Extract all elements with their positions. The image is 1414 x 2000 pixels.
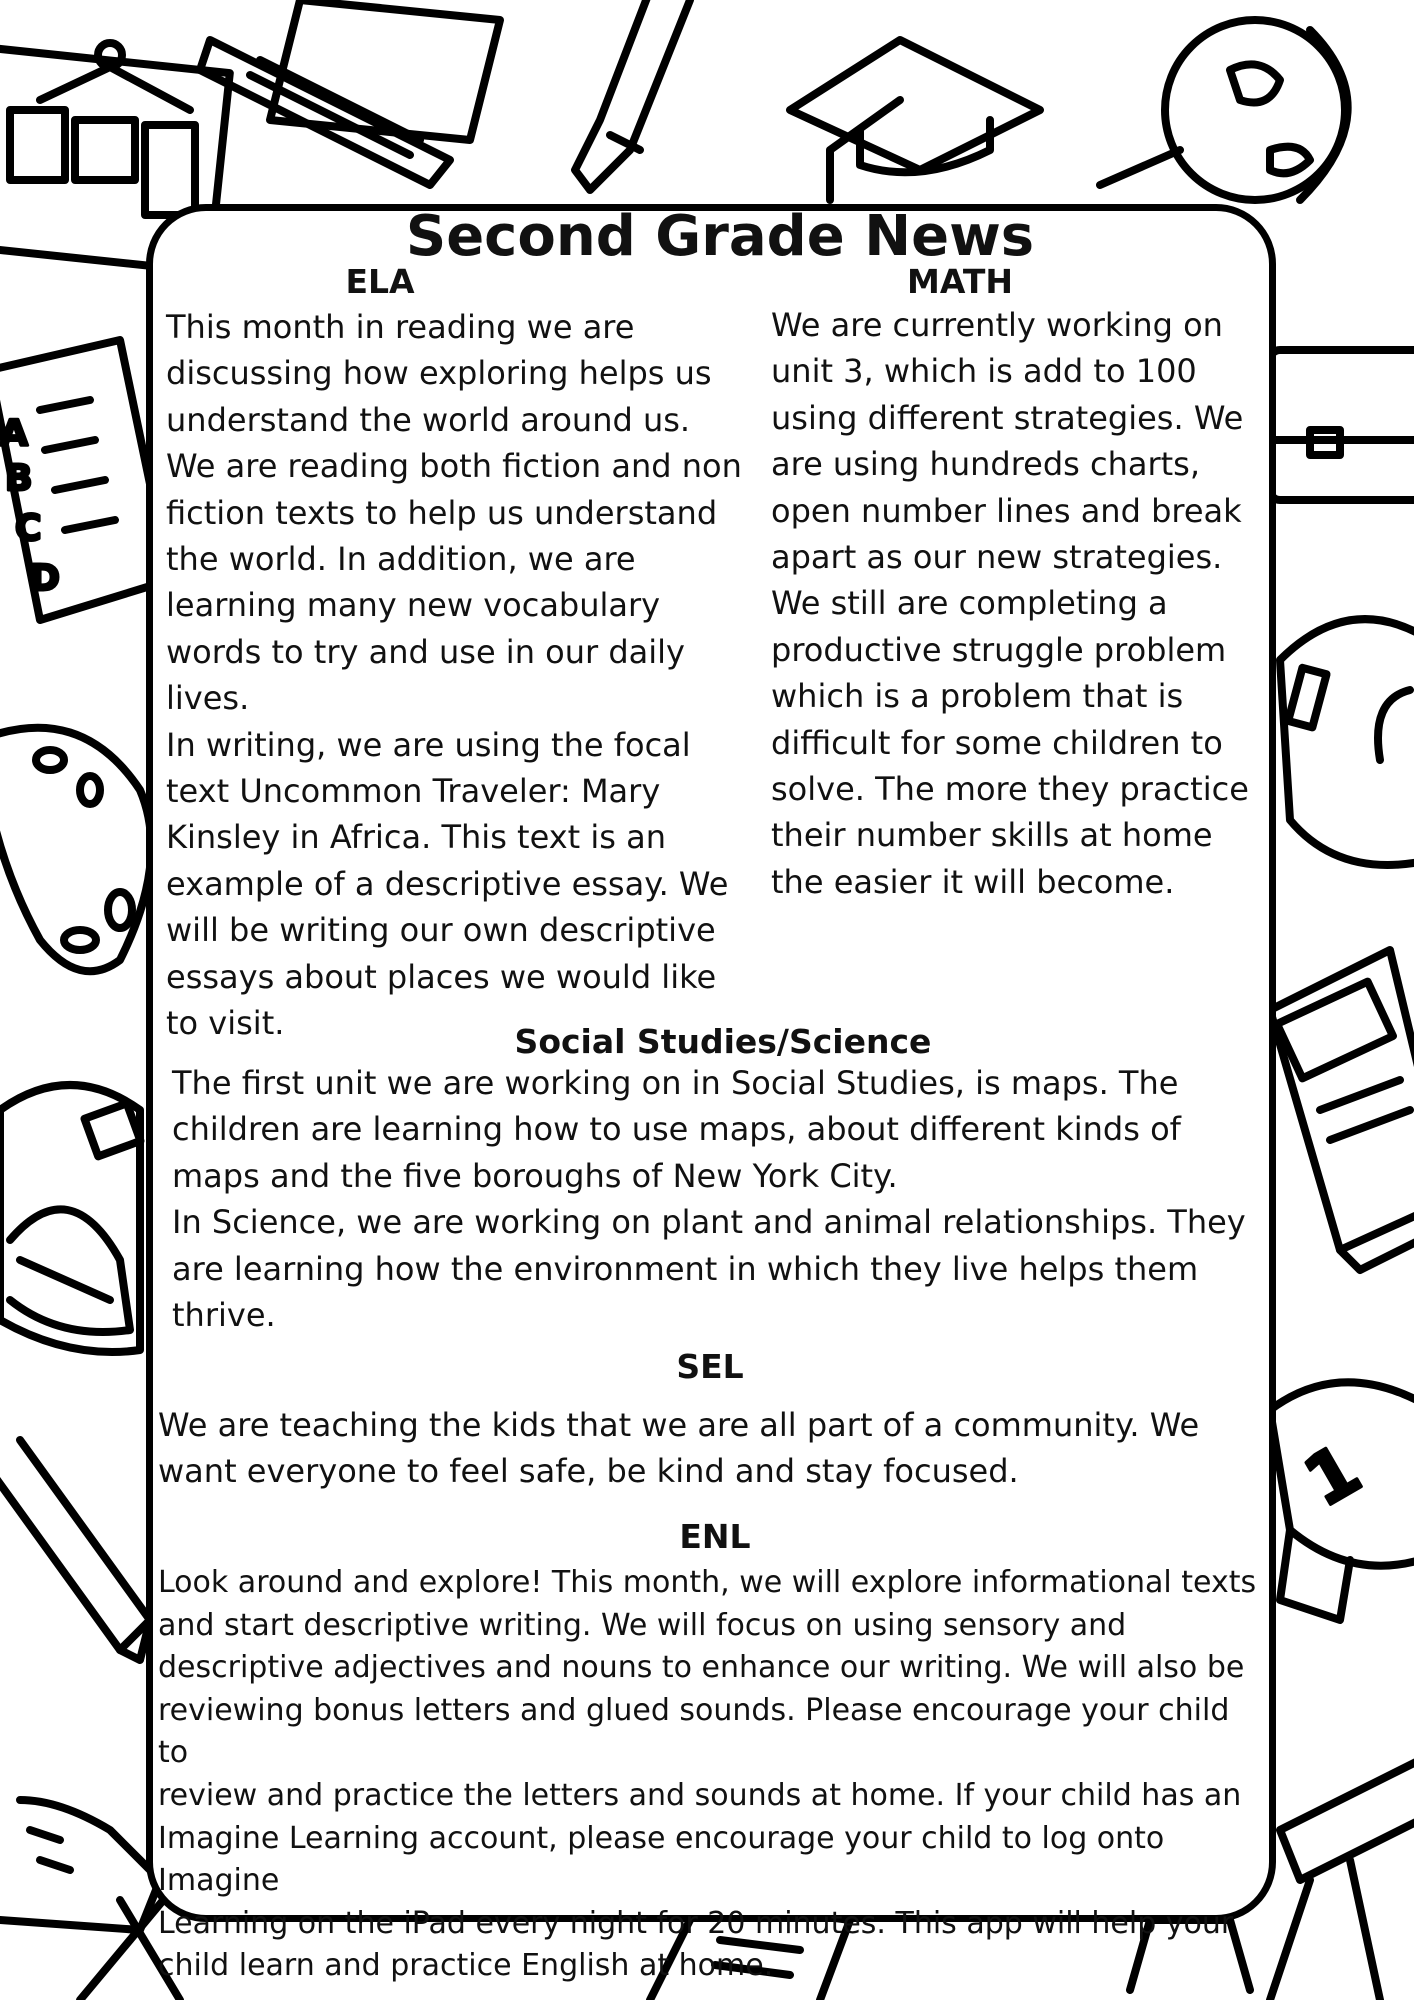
enl-text: Look around and explore! This month, we will explore informational texts and start descriptive writing. We will focus on using sensory and descriptive adjectives and nouns to enhance our writing. We will also be reviewing bonus letters and glued sounds. Please encourage your child to review and practice the letters and sounds at home. If your child has an Imagine Learning account, please encourage your child to log onto Imagine Learning on the iPad every night for 20 minutes. This app will help your child learn and practice English at home. xyxy=(158,1565,1257,1984)
trophy-number: 1 xyxy=(1290,1427,1375,1524)
lunchbox-icon xyxy=(0,1085,140,1352)
laptop-icon xyxy=(200,0,500,185)
math-heading: MATH xyxy=(907,262,1013,301)
marker-icon xyxy=(575,0,690,190)
test-letter-b: B xyxy=(5,458,33,499)
social-science-text: The first unit we are working on in Social Studies, is maps. The children are learning how to use maps, about different kinds of maps and the five boroughs of New York City. In Science, we are working on plant and animal relationships. They are learning how the environment in which they live helps them thrive. xyxy=(172,1064,1246,1335)
math-text: We are currently working on unit 3, which is add to 100 using different strategies. We are using hundreds charts, open number lines and break apart as our new strategies. We still are completing a productive struggle problem which is a problem that is difficult for some children to solve. The more they practice their number skills at home the easier it will become. xyxy=(771,306,1249,901)
book-icon xyxy=(1270,950,1414,1270)
enl-heading: ENL xyxy=(679,1517,751,1556)
pencil-icon xyxy=(0,1440,150,1660)
test-sheet-icon xyxy=(0,340,170,620)
sel-heading: SEL xyxy=(676,1347,744,1386)
briefcase-icon xyxy=(1270,350,1414,500)
trophy-icon xyxy=(1270,1382,1414,1620)
telescope-icon xyxy=(1270,1760,1414,2000)
social-science-heading: Social Studies/Science xyxy=(514,1022,932,1061)
backpack-icon xyxy=(1280,619,1414,865)
sel-text: We are teaching the kids that we are all part of a community. We want everyone to feel safe, be kind and stay focused. xyxy=(158,1406,1200,1491)
graduation-cap-icon xyxy=(790,40,1040,200)
test-letter-c: C xyxy=(15,508,42,549)
ela-text: This month in reading we are discussing how exploring helps us understand the world around us. We are reading both fiction and non fiction texts to help us understand the world. In addition, we are learning many new vocabulary words to try and use in our daily lives. In writing, we are using the focal text Uncommon Traveler: Mary Kinsley in Africa. This text is an example of a descriptive essay. We will be writing our own descriptive essays about places we would like to visit. xyxy=(166,308,742,1043)
globe-icon xyxy=(1100,20,1348,200)
ela-heading: ELA xyxy=(345,262,415,301)
sneaker-icon xyxy=(0,1800,160,1930)
test-letter-d: D xyxy=(30,558,60,599)
paint-palette-icon xyxy=(0,728,151,972)
page-title: Second Grade News xyxy=(405,204,1035,269)
test-letter-a: A xyxy=(0,413,28,454)
